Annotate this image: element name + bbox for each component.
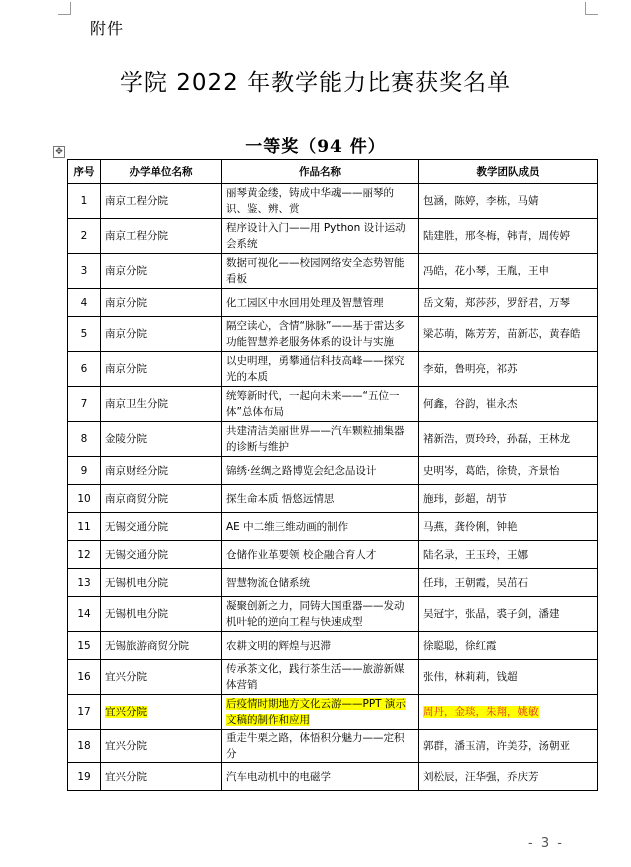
row-team: 施玮，彭超，胡节: [419, 485, 598, 513]
table-row: [68, 387, 598, 422]
row-team: 褚新浩，贾玲玲，孙磊，王林龙: [419, 422, 598, 457]
row-unit: 宜兴分院: [101, 730, 222, 763]
crop-mark-top-right: [585, 2, 598, 15]
header-team: 教学团队成员: [419, 160, 598, 184]
row-unit: 南京分院: [101, 254, 222, 289]
header-no: 序号: [68, 160, 101, 184]
table-row: [68, 660, 598, 695]
row-team: 李茹，鲁明亮，祁苏: [419, 352, 598, 387]
table-row: [68, 541, 598, 569]
table-row: [68, 597, 598, 632]
highlighted-unit: 宜兴分院: [105, 706, 147, 718]
row-unit: 南京分院: [101, 317, 222, 352]
row-unit: [101, 695, 222, 730]
table-row: [68, 254, 598, 289]
row-team: 史明岑，葛皓，徐贽，齐景怡: [419, 457, 598, 485]
row-unit: 南京工程分院: [101, 184, 222, 219]
row-work: 仓储作业革要领 校企融合育人才: [222, 541, 419, 569]
row-work: 锦绣·丝绸之路博览会纪念品设计: [222, 457, 419, 485]
table-move-handle-icon[interactable]: ✥: [53, 146, 65, 158]
table-row: [68, 289, 598, 317]
row-no: 3: [68, 254, 101, 289]
table-row: [68, 317, 598, 352]
row-work: 农耕文明的辉煌与迟滞: [222, 632, 419, 660]
row-work: 凝聚创新之力，同铸大国重器——发动机叶轮的逆向工程与快速成型: [222, 597, 419, 632]
highlighted-work: 后疫情时期地方文化云游——PPT 演示文稿的制作和应用: [226, 698, 406, 726]
row-work: [222, 695, 419, 730]
row-unit: 南京财经分院: [101, 457, 222, 485]
row-team: 徐聪聪，徐红霞: [419, 632, 598, 660]
row-work: AE 中二维三维动画的制作: [222, 513, 419, 541]
row-no: 19: [68, 763, 101, 791]
row-no: 10: [68, 485, 101, 513]
section-title: 一等奖（94 件）: [245, 137, 386, 157]
row-unit: 无锡交通分院: [101, 513, 222, 541]
row-unit: 南京分院: [101, 289, 222, 317]
row-no: 11: [68, 513, 101, 541]
table-row: [68, 219, 598, 254]
row-work: 汽车电动机中的电磁学: [222, 763, 419, 791]
row-team: 包涵，陈婷，李栋，马婧: [419, 184, 598, 219]
row-no: 4: [68, 289, 101, 317]
row-no: 1: [68, 184, 101, 219]
row-team: 岳文菊，郑莎莎，罗舒君，万琴: [419, 289, 598, 317]
row-unit: 南京分院: [101, 352, 222, 387]
row-work: 程序设计入门——用 Python 设计运动会系统: [222, 219, 419, 254]
row-work: 统筹新时代，一起向未来——“五位一体”总体布局: [222, 387, 419, 422]
table-row: [68, 569, 598, 597]
table-row-highlighted: [68, 695, 598, 730]
row-unit: 无锡旅游商贸分院: [101, 632, 222, 660]
row-work: 探生命本质 悟悠远情思: [222, 485, 419, 513]
page-title: 学院 2022 年教学能力比赛获奖名单: [119, 70, 512, 96]
row-work: 传承茶文化，践行茶生活——旅游新媒体营销: [222, 660, 419, 695]
row-team: 冯皓，花小琴，王胤，王申: [419, 254, 598, 289]
table-row: [68, 513, 598, 541]
row-work: 数据可视化——校园网络安全态势智能看板: [222, 254, 419, 289]
row-team: 梁芯萌，陈芳芳，苗新芯，黄春皓: [419, 317, 598, 352]
attachment-label: 附件: [90, 19, 125, 38]
row-no: 8: [68, 422, 101, 457]
row-no: 6: [68, 352, 101, 387]
row-unit: 无锡交通分院: [101, 541, 222, 569]
highlighted-team: 周丹，金琰，朱翔，姚敏: [423, 706, 539, 718]
crop-mark-top-left: [58, 2, 71, 15]
row-work: 重走牛栗之路，体悟积分魅力——定积分: [222, 730, 419, 763]
table-row: [68, 730, 598, 763]
row-team: 郭群，潘玉清，许美芬，汤朝亚: [419, 730, 598, 763]
header-unit: 办学单位名称: [101, 160, 222, 184]
row-no: 2: [68, 219, 101, 254]
row-no: 9: [68, 457, 101, 485]
row-team: 陆名录，王玉玲，王娜: [419, 541, 598, 569]
row-no: 16: [68, 660, 101, 695]
table-header-row: [68, 160, 598, 184]
page-number: - 3 -: [528, 836, 564, 851]
row-no: 14: [68, 597, 101, 632]
table-row: [68, 485, 598, 513]
row-unit: 金陵分院: [101, 422, 222, 457]
row-unit: 南京工程分院: [101, 219, 222, 254]
table-row: [68, 184, 598, 219]
row-no: 15: [68, 632, 101, 660]
row-unit: 宜兴分院: [101, 763, 222, 791]
row-no: 17: [68, 695, 101, 730]
row-work: 丽琴黄金缕，铸成中华魂——丽琴的识、鉴、辨、赏: [222, 184, 419, 219]
row-team: 陆建胜，邢冬梅，韩青，周传婷: [419, 219, 598, 254]
award-table: [67, 159, 598, 791]
header-work: 作品名称: [222, 160, 419, 184]
row-no: 7: [68, 387, 101, 422]
row-team: 任玮，王朝霞，吴茁石: [419, 569, 598, 597]
table-row: [68, 422, 598, 457]
row-work: 共建清洁美丽世界——汽车颗粒捕集器的诊断与维护: [222, 422, 419, 457]
row-work: 化工园区中水回用处理及智慧管理: [222, 289, 419, 317]
row-unit: 无锡机电分院: [101, 597, 222, 632]
row-team: 张伟，林莉莉，钱超: [419, 660, 598, 695]
row-team: 吴冠宇，张晶，裘子剑，潘建: [419, 597, 598, 632]
row-unit: 南京商贸分院: [101, 485, 222, 513]
row-work: 智慧物流仓储系统: [222, 569, 419, 597]
row-team: [419, 695, 598, 730]
row-work: 隔空读心，含情“脉脉”——基于雷达多功能智慧养老服务体系的设计与实施: [222, 317, 419, 352]
row-unit: 无锡机电分院: [101, 569, 222, 597]
row-unit: 南京卫生分院: [101, 387, 222, 422]
row-team: 刘松辰，汪华强，乔庆芳: [419, 763, 598, 791]
row-no: 18: [68, 730, 101, 763]
row-no: 13: [68, 569, 101, 597]
table-row: [68, 457, 598, 485]
row-team: 何鑫，谷韵，崔永杰: [419, 387, 598, 422]
row-no: 5: [68, 317, 101, 352]
row-team: 马燕，龚伶俐，钟艳: [419, 513, 598, 541]
row-no: 12: [68, 541, 101, 569]
table-row: [68, 763, 598, 791]
table-row: [68, 632, 598, 660]
row-unit: 宜兴分院: [101, 660, 222, 695]
table-row: [68, 352, 598, 387]
row-work: 以史明理，勇攀通信科技高峰——探究光的本质: [222, 352, 419, 387]
